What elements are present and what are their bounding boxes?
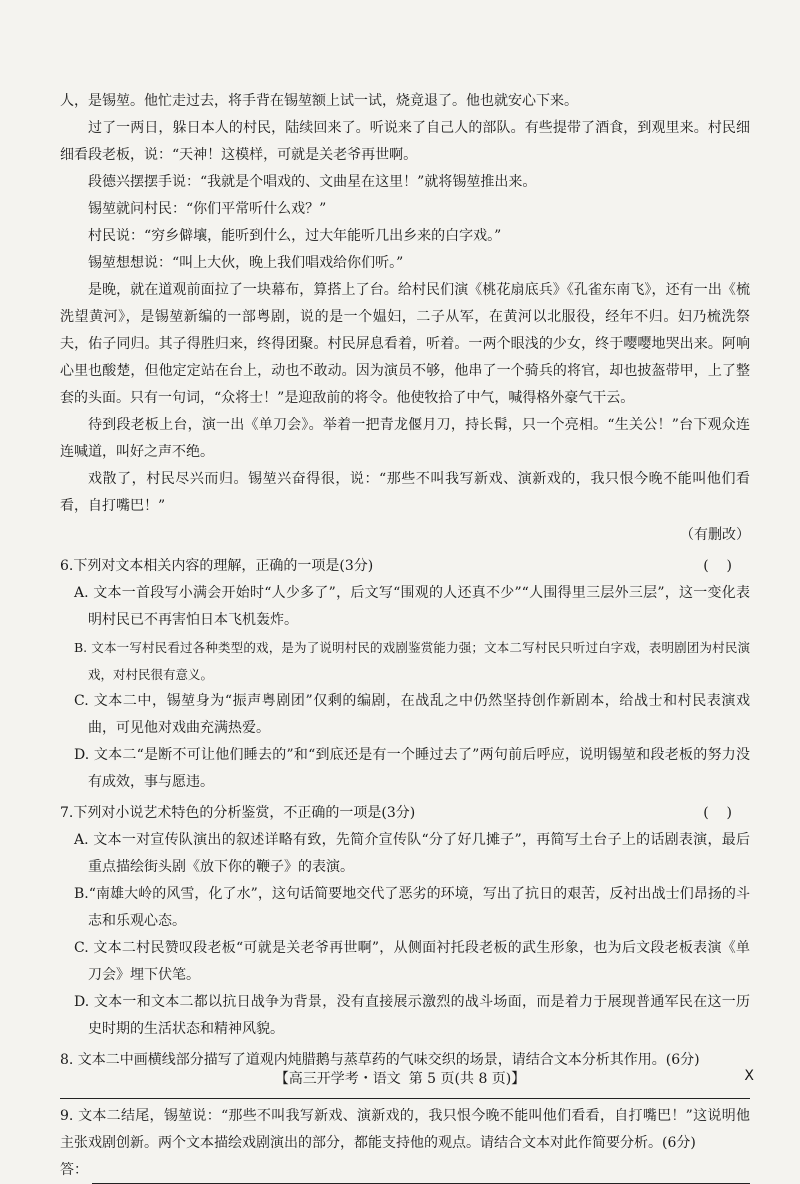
q6-option-d: D. 文本二“是断不可让他们睡去的”和“到底还是有一个睡过去了”两句前后呼应，说明锡堃和段老板的努力没有成效，事与愿违。 xyxy=(74,747,750,790)
page-footer xyxy=(0,1068,800,1088)
question-9-answer-label: 答： xyxy=(60,1162,88,1178)
footer-page-number: 第 5 页(共 8 页)】 xyxy=(408,1071,526,1087)
question-9-stem: 9. 文本二结尾，锡堃说：“那些不叫我写新戏、演新戏的，我只恨今晚不能叫他们看看，自打嘴巴！”这说明他主张戏剧创新。两个文本描绘戏剧演出的部分，都能支持他的观点。请结合文本对此作简要分析。(6分) xyxy=(60,1108,750,1151)
question-6 xyxy=(60,553,750,796)
question-6-answer-bracket[interactable]: ( ) xyxy=(703,558,732,574)
attribution: （有删改） xyxy=(680,527,750,543)
passage-paragraph: 锡堃就问村民：“你们平常听什么戏？” xyxy=(88,201,327,217)
question-7 xyxy=(60,800,750,1043)
passage-paragraph: 戏散了，村民尽兴而归。锡堃兴奋得很，说：“那些不叫我写新戏、演新戏的，我只恨今晚不能叫他们看看，自打嘴巴！” xyxy=(60,471,750,514)
passage-paragraph: 待到段老板上台，演一出《单刀会》。举着一把青龙偃月刀，持长髯，只一个亮相。“生关公！”台下观众连连喊道，叫好之声不绝。 xyxy=(60,417,750,460)
page-content xyxy=(60,88,750,1184)
question-7-options xyxy=(60,827,750,1043)
question-6-options xyxy=(60,580,750,796)
passage-paragraph: 过了一两日，躲日本人的村民，陆续回来了。听说来了自己人的部队。有些提带了酒食，到观里来。村民细细看段老板，说：“天神！这模样，可就是关老爷再世啊。 xyxy=(60,120,750,163)
passage-paragraph: 村民说：“穷乡僻壤，能听到什么，过大年能听几出乡来的白字戏。” xyxy=(88,228,502,244)
passage-paragraph: 锡堃想想说：“叫上大伙，晚上我们唱戏给你们听。” xyxy=(88,255,404,271)
question-8-stem: 8. 文本二中画横线部分描写了道观内炖腊鹅与蒸草药的气味交织的场景，请结合文本分析其作用。(6分) xyxy=(60,1052,700,1068)
question-6-stem: 6.下列对文本相关内容的理解，正确的一项是(3分) xyxy=(60,558,374,574)
q7-option-d: D. 文本一和文本二都以抗日战争为背景，没有直接展示激烈的战斗场面，而是着力于展现普通军民在这一历史时期的生活状态和精神风貌。 xyxy=(74,994,750,1037)
q7-option-c: C. 文本二村民赞叹段老板“可就是关老爷再世啊”，从侧面衬托段老板的武生形象，也为后文段老板表演《单刀会》埋下伏笔。 xyxy=(74,940,750,983)
passage-paragraph: 人，是锡堃。他忙走过去，将手背在锡堃额上试一试，烧竟退了。他也就安心下来。 xyxy=(60,93,578,109)
q7-option-a: A. 文本一对宣传队演出的叙述详略有致，先简介宣传队“分了好几摊子”，再简写土台子上的话剧表演，最后重点描绘街头剧《放下你的鞭子》的表演。 xyxy=(74,832,750,875)
question-7-stem: 7.下列对小说艺术特色的分析鉴赏，不正确的一项是(3分) xyxy=(60,805,416,821)
footer-exam-label: 【高三开学考・语文 xyxy=(274,1071,401,1087)
q7-option-b: B.“南雄大岭的风雪，化了水”，这句话简要地交代了恶劣的环境，写出了抗日的艰苦，反衬出战士们昂扬的斗志和乐观心态。 xyxy=(74,886,750,929)
passage-paragraph: 段德兴摆摆手说：“我就是个唱戏的、文曲星在这里！”就将锡堃推出来。 xyxy=(88,174,537,190)
question-7-answer-bracket[interactable]: ( ) xyxy=(703,805,732,821)
question-9 xyxy=(60,1103,750,1184)
passage xyxy=(60,88,750,520)
q6-option-a: A. 文本一首段写小满会开始时“人少多了”，后文写“围观的人还真不少”“人围得里三层外三层”，这一变化表明村民已不再害怕日本飞机轰炸。 xyxy=(74,585,750,628)
question-9-answer-row xyxy=(60,1157,750,1184)
q6-option-b: B. 文本一写村民看过各种类型的戏，是为了说明村民的戏剧鉴赏能力强；文本二写村民只听过白字戏，表明剧团为村民演戏，对村民很有意义。 xyxy=(74,640,750,682)
passage-paragraph: 是晚，就在道观前面拉了一块幕布，算搭上了台。给村民们演《桃花扇底兵》《孔雀东南飞》，还有一出《梳洗望黄河》，是锡堃新编的一部粤剧，说的是一个媪妇，二子从军，在黄河以北服役，经年不归。妇乃梳洗祭夫，佑子同归。其子得胜归来，终得团聚。村民屏息看着，听着。一两个眼浅的少女，终于嘤嘤地哭出来。阿响心里也酸楚，但他定定站在台上，动也不敢动。因为演员不够，他串了一个骑兵的将官，却也披盔带甲，上了整套的头面。只有一句词，“众将士！”是迎敌前的将令。他使牧拾了中气，喊得格外豪气干云。 xyxy=(60,282,750,406)
question-9-answer-line[interactable] xyxy=(92,1165,750,1184)
footer-version-code: X xyxy=(744,1068,754,1084)
q6-option-c: C. 文本二中，锡堃身为“振声粤剧团”仅剩的编剧，在战乱之中仍然坚持创作新剧本，给战士和村民表演戏曲，可见他对戏曲充满热爱。 xyxy=(74,693,750,736)
